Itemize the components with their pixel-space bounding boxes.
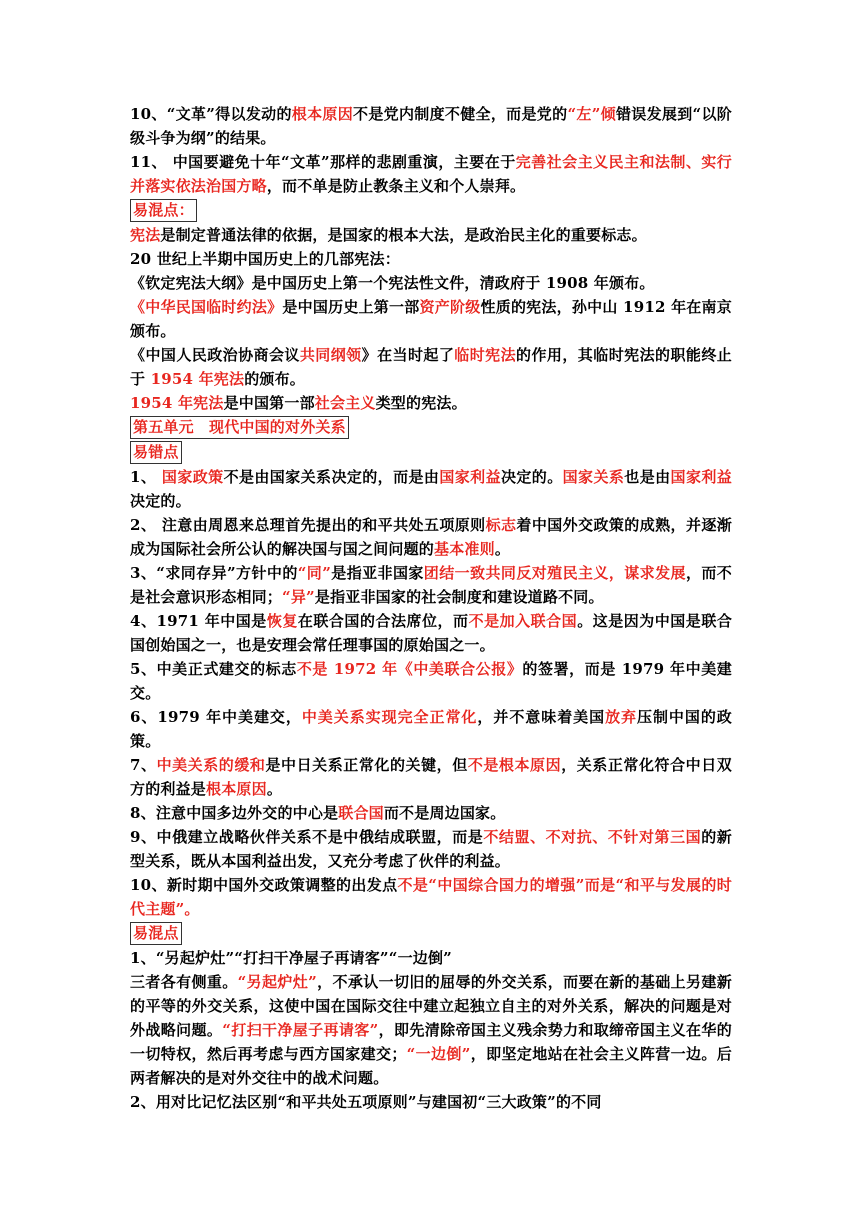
body-text: 4、1971 年中国是 [130,612,267,630]
body-text: 20 世纪上半期中国历史上的几部宪法： [130,250,400,268]
highlighted-text: “另起炉灶” [237,973,317,991]
highlighted-text: “打扫干净屋子再请客” [222,1021,379,1039]
highlighted-text: 资产阶级 [419,298,481,316]
body-text: 5、中美正式建交的标志 [130,660,297,678]
highlighted-text: 团结一致共同反对殖民主义，谋求发展 [423,564,686,582]
highlighted-text: 《中华民国临时约法》 [130,298,283,316]
body-text: 2、 注意由周恩来总理首先提出的和平共处五项原则 [130,516,486,534]
body-text: 也是由 [624,468,671,486]
paragraph [130,271,732,295]
highlighted-text: “一边倒” [406,1045,471,1063]
highlighted-text: 国家关系 [562,468,625,486]
paragraph [130,465,732,513]
highlighted-text: 放弃 [605,708,638,726]
body-text: ，而不单是防止教条主义和个人崇拜。 [266,177,526,195]
highlighted-text: 不是“中国综合国力的增强”而是“和平与发展的时代主题”。 [130,876,732,918]
highlighted-text: 易混点 [133,924,179,942]
paragraph [130,873,732,921]
body-text: 的作用，其临时宪法的职能终止于 [130,346,732,388]
body-text: 9、中俄建立战略伙伴关系不是中俄结成联盟，而是 [130,828,484,846]
body-text: 着中国外交政策的成熟，并逐渐成为国际社会所公认的解决国与国之间问题的 [130,516,732,558]
body-text: 《中国人民政治协商会议 [130,346,300,364]
highlighted-text: 联合国 [338,804,384,822]
highlighted-text: 基本准则 [434,540,495,558]
body-text: 11、 中国要避免十年“文革”那样的悲剧重演，主要在于 [130,153,516,171]
highlighted-text: 国家利益 [670,468,732,486]
body-text: ，即坚定地站在社会主义阵营一边。后两者解决的是对外交往中的战术问题。 [130,1045,732,1087]
highlighted-text: 完善社会主义民主和法制、实行并落实依法治国方略 [130,153,732,195]
highlighted-text: 根本原因 [206,780,267,798]
body-text: ，而不是社会意识形态相同； [130,564,732,606]
body-text: 的签署，而是 1979 年中美建交。 [130,660,732,702]
body-text: 而不是周边国家。 [383,804,506,822]
paragraph [130,102,732,150]
body-text: 压制中国的政策。 [130,708,733,750]
body-text: 10、“文革”得以发动的 [130,105,292,123]
paragraph [130,970,732,1090]
highlighted-text: 不是根本原因 [467,756,562,774]
paragraph [130,150,732,198]
section-label [130,921,732,946]
section-label [130,440,732,465]
body-text: ，即先清除帝国主义残余势力和取缔帝国主义在华的一切特权，然后再考虑与西方国家建交； [130,1021,732,1063]
section-label-box [130,416,349,439]
body-text: 三者各有侧重。 [130,973,238,991]
body-text: 8、注意中国多边外交的中心是 [130,804,339,822]
paragraph [130,825,732,873]
body-text: 10、新时期中国外交政策调整的出发点 [130,876,398,894]
paragraph [130,657,732,705]
highlighted-text: 中美关系实现完全正常化 [301,708,478,726]
highlighted-text: 易错点 [133,443,179,461]
body-text: 6、1979 年中美建交， [130,708,302,726]
paragraph [130,705,732,753]
body-text: 决定的。 [130,492,191,510]
body-text: 1、“另起炉灶”“打扫干净屋子再请客”“一边倒” [130,949,453,967]
paragraph [130,223,732,247]
body-text: 。 [266,780,283,798]
highlighted-text: 易混点： [133,201,194,219]
paragraph [130,343,732,391]
highlighted-text: 不是加入联合国 [468,612,578,630]
body-text: 是中日关系正常化的关键，但 [265,756,468,774]
section-label [130,415,732,440]
body-text: 是中国第一部 [223,394,315,412]
paragraph [130,513,732,561]
highlighted-text: 社会主义 [314,394,376,412]
highlighted-text: 国家利益 [439,468,501,486]
highlighted-text: 不是 1972 年《中美联合公报》 [296,660,523,678]
highlighted-text: 中美关系的缓和 [156,756,266,774]
body-text: 决定的。 [500,468,563,486]
body-text: 7、 [130,756,157,774]
highlighted-text: 不结盟、不对抗、不针对第三国 [483,828,702,846]
body-text: 2、用对比记忆法区别“和平共处五项原则”与建国初“三大政策”的不同 [130,1093,602,1111]
body-text: 错误发展到“以阶级斗争为纲”的结果。 [130,105,732,147]
highlighted-text: 标志 [485,516,517,534]
paragraph [130,609,732,657]
highlighted-text: “异” [282,588,315,606]
highlighted-text: 国家政策 [161,468,224,486]
section-label-box [130,199,197,222]
highlighted-text: “同” [297,564,332,582]
body-text: 《钦定宪法大纲》是中国历史上第一个宪法性文件，清政府于 1908 年颁布。 [130,274,655,292]
highlighted-text: 恢复 [266,612,298,630]
paragraph [130,561,732,609]
body-text: 不是党内制度不健全，而是党的 [353,105,568,123]
paragraph [130,946,732,970]
paragraph [130,391,732,415]
body-text: ，并不意味着美国 [477,708,606,726]
body-text: 的新型关系，既从本国利益出发，又充分考虑了伙伴的利益。 [130,828,732,870]
body-text: 是制定普通法律的依据，是国家的根本大法，是政治民主化的重要标志。 [160,226,647,244]
body-text: 是指亚非国家 [331,564,424,582]
highlighted-text: 共同纲领 [299,346,362,364]
paragraph [130,753,732,801]
body-text: 性质的宪法，孙中山 1912 年在南京颁布。 [130,298,732,340]
highlighted-text: 第五单元 现代中国的对外关系 [133,418,346,436]
highlighted-text: 临时宪法 [454,346,517,364]
section-label-box [130,922,182,945]
paragraph [130,801,732,825]
paragraph [130,295,732,343]
body-text: ，不承认一切旧的屈辱的外交关系，而要在新的基础上另建新的平等的外交关系，这使中国在国际交往中建立起独立自主的对外关系，解决的问题是对外战略问题。 [130,973,732,1039]
section-label [130,198,732,223]
body-text: 不是由国家关系决定的，而是由 [223,468,440,486]
body-text: 是指亚非国家的社会制度和建设道路不同。 [314,588,604,606]
body-text: 3、“求同存异”方针中的 [130,564,298,582]
body-text: 1、 [130,468,162,486]
paragraph [130,247,732,271]
section-label-box [130,441,182,464]
body-text: 类型的宪法。 [375,394,467,412]
paragraph [130,1090,732,1114]
body-text: 是中国历史上第一部 [282,298,420,316]
highlighted-text: 1954 年宪法 [150,370,245,388]
highlighted-text: 根本原因 [291,105,354,123]
highlighted-text: 1954 年宪法 [130,394,224,412]
highlighted-text: 宪法 [130,226,161,244]
highlighted-text: “左”倾 [567,105,616,123]
body-text: 。 [494,540,511,558]
body-text: ，关系正常化符合中日双方的利益是 [130,756,733,798]
body-text: 。这是因为中国是联合国创始国之一，也是安理会常任理事国的原始国之一。 [130,612,733,654]
document-page [130,102,732,1114]
body-text: 》在当时起了 [361,346,455,364]
body-text: 的颁布。 [244,370,306,388]
body-text: 在联合国的合法席位，而 [297,612,469,630]
